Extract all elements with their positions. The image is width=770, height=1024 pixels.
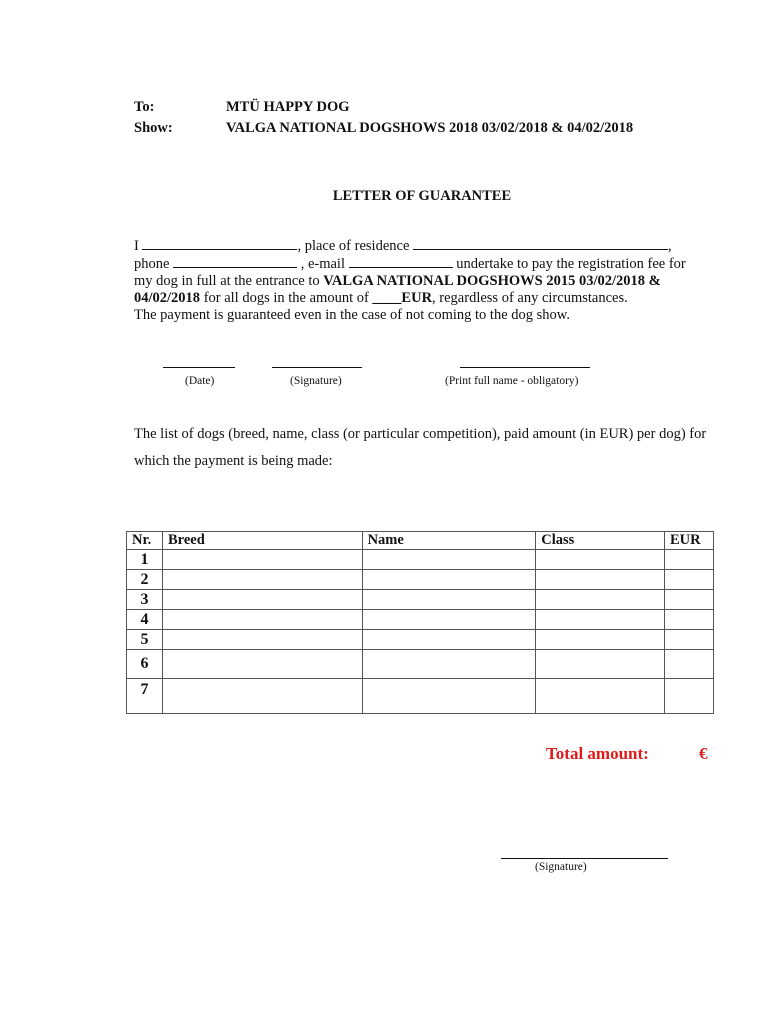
- signature-line[interactable]: [272, 367, 362, 368]
- table-row: [127, 570, 714, 590]
- to-value: MTÜ HAPPY DOG: [226, 99, 350, 115]
- name-blank[interactable]: [142, 237, 297, 250]
- row-number: 1: [127, 550, 163, 570]
- date-caption: (Date): [185, 375, 215, 387]
- breed-cell[interactable]: [162, 570, 362, 590]
- table-row: [127, 550, 714, 570]
- paragraph-line-5: The payment is guaranteed even in the case of not coming to the dog show.: [134, 307, 570, 323]
- eur-cell[interactable]: [665, 590, 714, 610]
- name-cell[interactable]: [362, 679, 536, 714]
- name-cell[interactable]: [362, 550, 536, 570]
- class-cell[interactable]: [536, 679, 665, 714]
- row-number: 4: [127, 610, 163, 630]
- phone-blank[interactable]: [173, 255, 297, 268]
- breed-cell[interactable]: [162, 630, 362, 650]
- eur-cell[interactable]: [665, 610, 714, 630]
- show-label: Show:: [134, 120, 173, 136]
- eur-cell[interactable]: [665, 630, 714, 650]
- eur-cell[interactable]: [665, 650, 714, 679]
- signature-caption: (Signature): [290, 375, 342, 387]
- paragraph-line-2: phone , e-mail undertake to pay the registration fee for: [134, 256, 686, 272]
- header-nr: Nr.: [127, 532, 163, 550]
- class-cell[interactable]: [536, 630, 665, 650]
- breed-cell[interactable]: [162, 679, 362, 714]
- name-cell[interactable]: [362, 650, 536, 679]
- class-cell[interactable]: [536, 570, 665, 590]
- breed-cell[interactable]: [162, 550, 362, 570]
- residence-blank[interactable]: [413, 237, 668, 250]
- amount-blank[interactable]: ____EUR: [372, 290, 433, 306]
- table-row: [127, 679, 714, 714]
- eur-cell[interactable]: [665, 679, 714, 714]
- row-number: 3: [127, 590, 163, 610]
- table-header-row: [127, 532, 714, 550]
- name-cell[interactable]: [362, 570, 536, 590]
- total-amount-label: Total amount:: [546, 744, 649, 763]
- name-cell[interactable]: [362, 590, 536, 610]
- show-value: VALGA NATIONAL DOGSHOWS 2018 03/02/2018 & 04/02/2018: [226, 120, 634, 136]
- breed-cell[interactable]: [162, 650, 362, 679]
- print-name-line[interactable]: [460, 367, 590, 368]
- final-signature-line[interactable]: [501, 858, 668, 859]
- eur-cell[interactable]: [665, 570, 714, 590]
- total-currency: €: [699, 744, 708, 763]
- header-breed: Breed: [162, 532, 362, 550]
- table-row: [127, 590, 714, 610]
- class-cell[interactable]: [536, 590, 665, 610]
- guarantee-paragraph: [134, 237, 709, 324]
- paragraph-line-4: 04/02/2018 for all dogs in the amount of ____EUR, regardless of any circumstances.: [134, 290, 628, 306]
- print-name-caption: (Print full name - obligatory): [445, 375, 579, 387]
- dogs-table: [126, 531, 714, 714]
- row-number: 5: [127, 630, 163, 650]
- eur-cell[interactable]: [665, 550, 714, 570]
- name-cell[interactable]: [362, 610, 536, 630]
- document-title: LETTER OF GUARANTEE: [332, 188, 512, 204]
- row-number: 7: [127, 679, 163, 714]
- header-class: Class: [536, 532, 665, 550]
- table-row: [127, 610, 714, 630]
- table-row: [127, 650, 714, 679]
- class-cell[interactable]: [536, 550, 665, 570]
- final-signature-caption: (Signature): [535, 861, 587, 873]
- email-blank[interactable]: [349, 255, 453, 268]
- table-row: [127, 630, 714, 650]
- to-label: To:: [134, 99, 155, 115]
- list-intro: The list of dogs (breed, name, class (or particular competition), paid amount (in EUR) per dog) for which the payment is being made:: [134, 426, 707, 469]
- breed-cell[interactable]: [162, 590, 362, 610]
- name-cell[interactable]: [362, 630, 536, 650]
- header-eur: EUR: [665, 532, 714, 550]
- class-cell[interactable]: [536, 610, 665, 630]
- paragraph-line-1: I , place of residence ,: [134, 238, 672, 254]
- date-line[interactable]: [163, 367, 235, 368]
- row-number: 6: [127, 650, 163, 679]
- row-number: 2: [127, 570, 163, 590]
- breed-cell[interactable]: [162, 610, 362, 630]
- header-name: Name: [362, 532, 536, 550]
- paragraph-line-3: my dog in full at the entrance to VALGA NATIONAL DOGSHOWS 2015 03/02/2018 &: [134, 273, 661, 289]
- class-cell[interactable]: [536, 650, 665, 679]
